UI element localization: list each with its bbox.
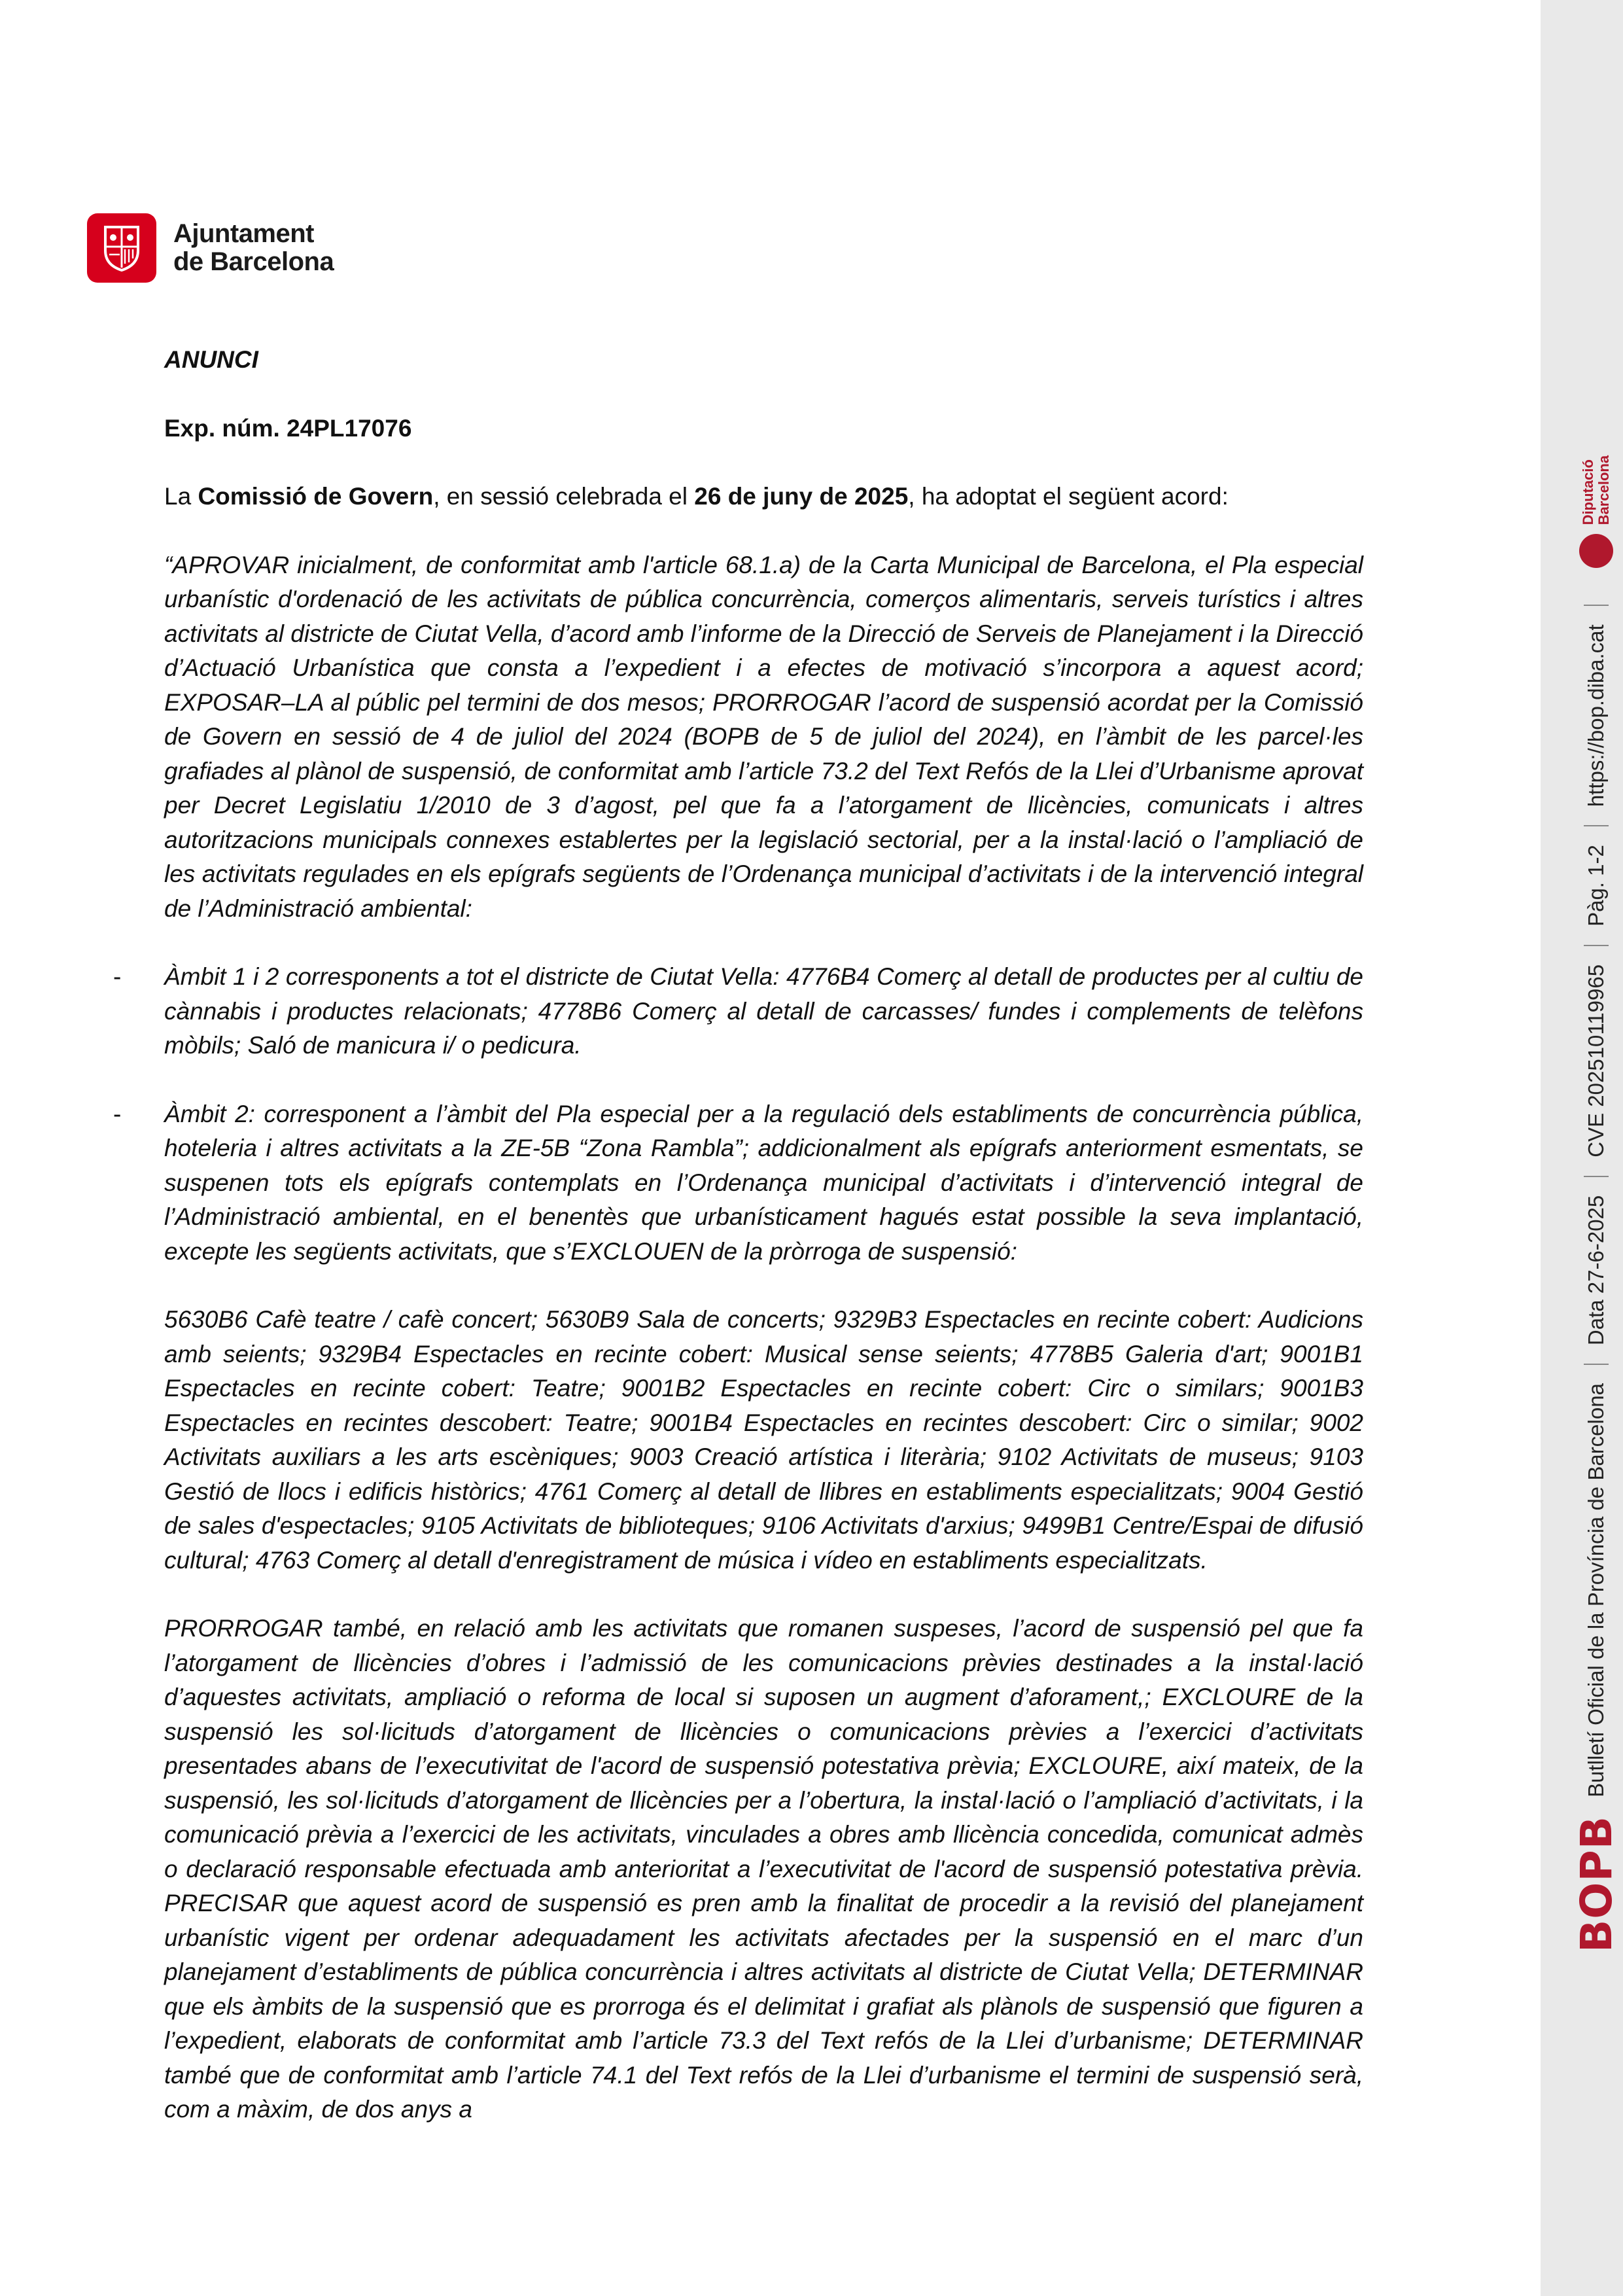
bopb-sidebar-text: [1571, 0, 1622, 2296]
logo-line-2: de Barcelona: [173, 247, 334, 276]
list-item: - Àmbit 1 i 2 corresponents a tot el districte de Ciutat Vella: 4776B4 Comerç al detall de productes per al cultiu de cànnabis i productes relacionats; 4778B6 Comerç al detall de carcasses/ fundes i complements de telèfons mòbils; Saló de manicura i/ o pedicura.: [164, 960, 1363, 1063]
sidebar-divider: [1584, 1364, 1609, 1365]
sidebar-divider: [1584, 945, 1609, 946]
diputacio-line-1: Diputació: [1580, 459, 1596, 525]
barcelona-shield-icon: [87, 213, 156, 283]
list-item: - Àmbit 2: corresponent a l’àmbit del Pla especial per a la regulació dels establiments de concurrència pública, hoteleria i altres activitats a la ZE-5B “Zona Rambla”; addicionalment als epígrafs anteriorment esmentats, se suspenen tots els epígrafs contemplats en l’Ordenança municipal d’activitats i d’intervenció integral de l’Administració ambiental, en el benentès que urbanísticament hagués estat possible la seva implantació, excepte les següents activitats, que s’EXCLOUEN de la pròrroga de suspensió:: [164, 1097, 1363, 1269]
bopb-logo: BOPB: [1571, 1815, 1622, 1952]
diputacio-line-2: Barcelona: [1596, 455, 1612, 525]
document-body: [113, 343, 1363, 2127]
agreement-paragraph-3: PRORROGAR també, en relació amb les activitats que romanen suspeses, l’acord de suspensió pel que fa l’atorgament de llicències d’obres i l’admissió de les comunicacions prèvies destinades a la instal·lació d’aquestes activitats, ampliació o reforma de local si suposen un augment d’aforament,; EXCLOURE de la suspensió les sol·licituds d’atorgament de llicències o comunicacions prèvies a l’exercici d’activitats presentades abans de l’executivitat de l'acord de suspensió potestativa prèvia; EXCLOURE, així mateix, de la suspensió, les sol·licituds d’atorgament de llicències per a l’obertura, la instal·lació o l’ampliació d’activitats, i la comunicació prèvia a l’exercici de les activitats, vinculades a obres amb llicència concedida, comunicat admès o declaració responsable efectuada amb anterioritat a l’executivitat de l'acord de suspensió potestativa prèvia. PRECISAR que aquest acord de suspensió es pren amb la finalitat de procedir a la revisió del planejament urbanístic vigent per ordenar adequadament les activitats afectades per la suspensió en el marc d’un planejament d’establiments de pública concurrència i altres activitats al districte de Ciutat Vella; DETERMINAR que els àmbits de la suspensió que es prorroga és el delimitat i grafiat als plànols de suspensió que figuren a l’expedient, elaborats de conformitat amb l’article 73.3 del Text refós de la Llei d’urbanisme; DETERMINAR també que de conformitat amb l’article 74.1 del Text refós de la Llei d’urbanisme el termini de suspensió serà, com a màxim, de dos anys a: [164, 1615, 1363, 2123]
cve-code: CVE 202510119965: [1584, 964, 1608, 1157]
bullet-dash: -: [113, 1100, 122, 1127]
commission-name: Comissió de Govern: [198, 483, 434, 510]
document-title: ANUNCI: [164, 346, 258, 373]
intro-paragraph: La Comissió de Govern, en sessió celebrada el 26 de juny de 2025, ha adoptat el següent acord:: [164, 483, 1229, 510]
page-number: Pàg. 1-2: [1584, 845, 1608, 927]
bulletin-name: Butlletí Oficial de la Província de Barcelona: [1584, 1383, 1608, 1797]
diputacio-seal-icon: [1579, 534, 1613, 568]
session-date: 26 de juny de 2025: [694, 483, 909, 510]
agreement-paragraph-1: “APROVAR inicialment, de conformitat amb l'article 68.1.a) de la Carta Municipal de Barcelona, el Pla especial urbanístic d'ordenació de les activitats de pública concurrència, comerços alimentaris, serveis turístics i altres activitats al districte de Ciutat Vella, d’acord amb l’informe de la Direcció de Serveis de Planejament i la Direcció d’Actuació Urbanística que consta a l’expedient i a efectes de motivació s’incorpora a aquest acord; EXPOSAR–LA al públic pel termini de dos mesos; PRORROGAR l’acord de suspensió acordat per la Comissió de Govern en sessió de 4 de juliol del 2024 (BOPB de 5 de juliol del 2024), en l’àmbit de les parcel·les grafiades al plànol de suspensió, de conformitat amb l’article 73.2 del Text Refós de la Llei d’Urbanisme aprovat per Decret Legislatiu 1/2010 de 3 d’agost, pel que fa a l’atorgament de llicències, comunicats i altres autoritzacions municipals connexes establertes per la legislació sectorial, per a la instal·lació o l’ampliació de les activitats regulades en els epígrafs següents de l’Ordenança municipal d’activitats i de la intervenció integral de l’Administració ambiental:: [164, 551, 1363, 922]
excluded-activities-paragraph: 5630B6 Cafè teatre / cafè concert; 5630B9 Sala de concerts; 9329B3 Espectacles en recinte cobert: Audicions amb seients; 9329B4 Espectacles en recinte cobert: Musical sense seients; 4778B5 Galeria d'art; 9001B1 Espectacles en recinte cobert: Teatre; 9001B2 Espectacles en recinte cobert: Circ o similars; 9001B3 Espectacles en recintes descobert: Teatre; 9001B4 Espectacles en recintes descobert: Circ o similar; 9002 Activitats auxiliars a les arts escèniques; 9003 Creació artística i literària; 9102 Activitats de museus; 9103 Gestió de llocs i edificis històrics; 4761 Comerç al detall de llibres en establiments especialitzats; 9004 Gestió de sales d'espectacles; 9105 Activitats de biblioteques; 9106 Activitats d'arxius; 9499B1 Centre/Espai de difusió cultural; 4763 Comerç al detall d'enregistrament de música i vídeo en establiments especialitzats.: [164, 1306, 1363, 1574]
bullet-dash: -: [113, 963, 122, 990]
ajuntament-logo: [87, 213, 334, 283]
sidebar-divider: [1584, 825, 1609, 826]
logo-line-1: Ajuntament: [173, 219, 314, 248]
sidebar-divider: [1584, 1176, 1609, 1177]
diputacio-logo: [1579, 455, 1613, 568]
bop-url-link[interactable]: https://bop.diba.cat: [1584, 624, 1608, 807]
expedient-number: Exp. núm. 24PL17076: [164, 414, 412, 442]
sidebar-divider: [1584, 605, 1609, 606]
publication-date: Data 27-6-2025: [1584, 1195, 1608, 1346]
